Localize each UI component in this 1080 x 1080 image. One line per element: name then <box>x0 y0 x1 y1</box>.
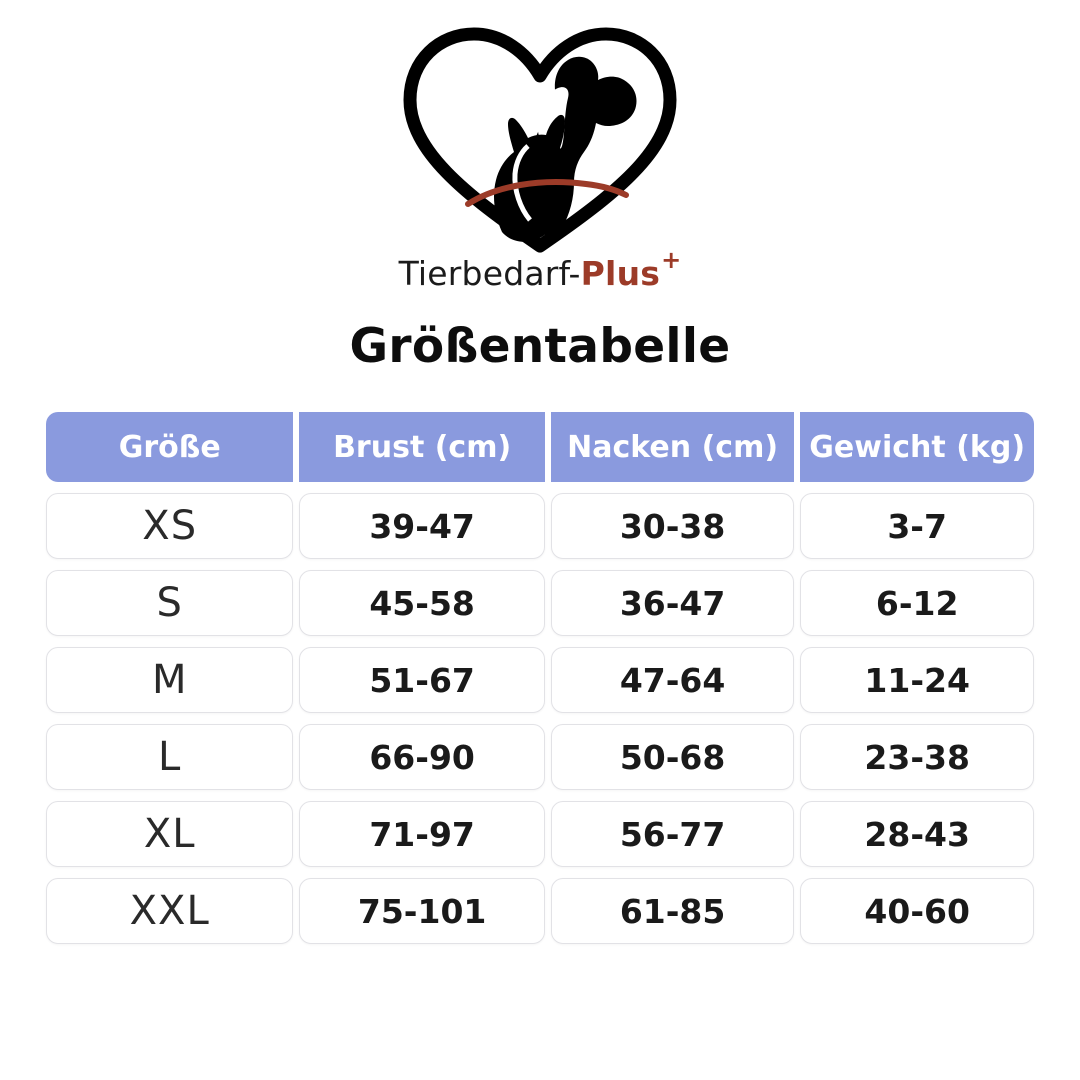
table-row <box>46 570 1034 636</box>
cell-weight: 23-38 <box>800 724 1034 790</box>
cell-weight: 3-7 <box>800 493 1034 559</box>
cell-chest: 51-67 <box>299 647 544 713</box>
brand-wordmark <box>398 246 682 293</box>
cell-neck: 50-68 <box>551 724 794 790</box>
cell-size: L <box>46 724 293 790</box>
cell-chest: 66-90 <box>299 724 544 790</box>
cell-chest: 71-97 <box>299 801 544 867</box>
cell-neck: 47-64 <box>551 647 794 713</box>
cell-size: XS <box>46 493 293 559</box>
brand-logo <box>0 18 1080 293</box>
cell-chest: 45-58 <box>299 570 544 636</box>
table-header-row <box>46 412 1034 482</box>
column-header-chest: Brust (cm) <box>299 412 544 482</box>
cell-size: M <box>46 647 293 713</box>
table-row <box>46 493 1034 559</box>
cell-weight: 11-24 <box>800 647 1034 713</box>
page-title: Größentabelle <box>349 319 731 374</box>
column-header-size: Größe <box>46 412 293 482</box>
wordmark-accent: Plus <box>580 254 661 293</box>
dog-cat-heart-logo-icon <box>390 18 690 258</box>
cell-size: XL <box>46 801 293 867</box>
table-row <box>46 724 1034 790</box>
wordmark-main: Tierbedarf- <box>398 254 581 293</box>
cell-weight: 6-12 <box>800 570 1034 636</box>
table-row <box>46 878 1034 944</box>
column-header-neck: Nacken (cm) <box>551 412 794 482</box>
column-header-weight: Gewicht (kg) <box>800 412 1034 482</box>
cell-neck: 36-47 <box>551 570 794 636</box>
cell-size: S <box>46 570 293 636</box>
cell-neck: 30-38 <box>551 493 794 559</box>
cell-chest: 75-101 <box>299 878 544 944</box>
cell-chest: 39-47 <box>299 493 544 559</box>
size-table <box>46 412 1034 944</box>
wordmark-superscript-plus: + <box>661 246 682 274</box>
cell-weight: 40-60 <box>800 878 1034 944</box>
cell-neck: 56-77 <box>551 801 794 867</box>
table-row <box>46 801 1034 867</box>
table-row <box>46 647 1034 713</box>
cell-weight: 28-43 <box>800 801 1034 867</box>
cell-neck: 61-85 <box>551 878 794 944</box>
cell-size: XXL <box>46 878 293 944</box>
